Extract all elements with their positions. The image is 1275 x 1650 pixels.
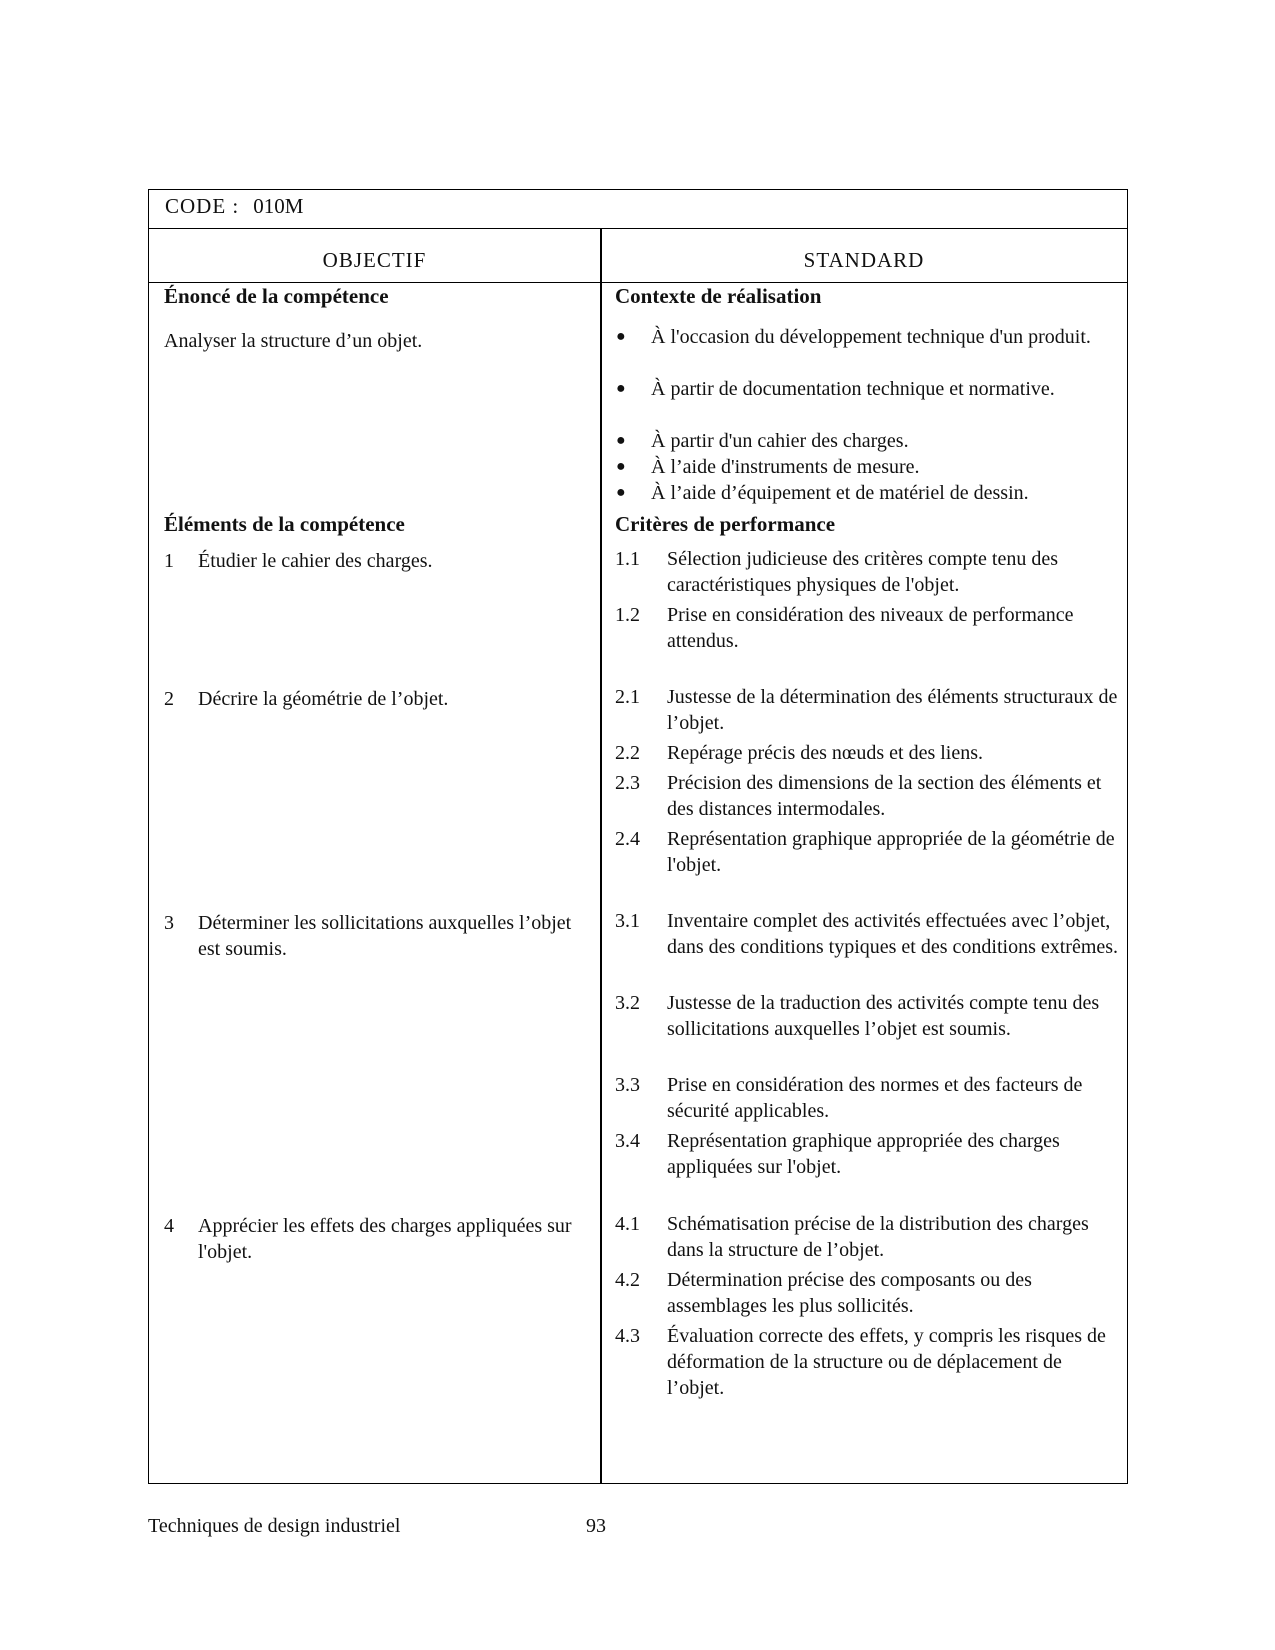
critere-text: Inventaire complet des activités effectuées avec l’objet, dans des conditions typiques et des conditions extrêmes. [667, 910, 1119, 958]
critere-number: 2.1 [615, 686, 640, 708]
elements-title: Éléments de la compétence [164, 512, 405, 536]
critere-text: Précision des dimensions de la section des éléments et des distances intermodales. [667, 772, 1102, 820]
bullet-icon: ● [616, 328, 626, 345]
contexte-title: Contexte de réalisation [615, 284, 822, 308]
header-standard: STANDARD [803, 248, 925, 272]
footer-title: Techniques de design industriel [148, 1515, 401, 1537]
critere-number: 3.2 [615, 992, 640, 1014]
critere-number: 4.3 [615, 1325, 640, 1347]
critere-number: 2.3 [615, 772, 640, 794]
code-field [165, 194, 303, 219]
critere-text: Représentation graphique appropriée de la géométrie de l'objet. [667, 828, 1115, 876]
bullet-icon: ● [616, 432, 626, 449]
header-row [149, 228, 1127, 283]
code-label: CODE : [165, 194, 240, 218]
criteres-title: Critères de performance [615, 512, 836, 536]
element-text: Étudier le cahier des charges. [198, 550, 433, 572]
critere-number: 1.1 [615, 548, 640, 570]
critere-number: 2.4 [615, 828, 640, 850]
element-text: Apprécier les effets des charges appliquées sur l'objet. [198, 1215, 572, 1263]
critere-text: Détermination précise des composants ou des assemblages les plus sollicités. [667, 1269, 1032, 1317]
bullet-icon: ● [616, 458, 626, 475]
element-number: 4 [164, 1215, 174, 1237]
competency-table [148, 189, 1128, 1484]
objectif-column [149, 282, 600, 1483]
critere-text: Prise en considération des normes et des facteurs de sécurité applicables. [667, 1074, 1083, 1122]
critere-number: 4.2 [615, 1269, 640, 1291]
critere-text: Justesse de la traduction des activités compte tenu des sollicitations auxquelles l’objet est soumis. [667, 992, 1100, 1040]
enonce-text: Analyser la structure d’un objet. [164, 330, 423, 352]
critere-text: Justesse de la détermination des éléments structuraux de l’objet. [667, 686, 1118, 734]
critere-number: 3.3 [615, 1074, 640, 1096]
critere-number: 3.1 [615, 910, 640, 932]
bullet-icon: ● [616, 484, 626, 501]
element-number: 3 [164, 912, 174, 934]
critere-number: 1.2 [615, 604, 640, 626]
critere-text: Représentation graphique appropriée des charges appliquées sur l'objet. [667, 1130, 1060, 1178]
header-objectif: OBJECTIF [322, 248, 427, 272]
critere-text: Prise en considération des niveaux de performance attendus. [667, 604, 1074, 652]
element-text: Décrire la géométrie de l’objet. [198, 688, 449, 710]
code-value: 010M [253, 194, 304, 218]
critere-number: 4.1 [615, 1213, 640, 1235]
element-number: 1 [164, 550, 174, 572]
critere-text: Schématisation précise de la distribution des charges dans la structure de l’objet. [667, 1213, 1089, 1261]
critere-text: Sélection judicieuse des critères compte tenu des caractéristiques physiques de l'objet. [667, 548, 1058, 596]
element-number: 2 [164, 688, 174, 710]
critere-number: 2.2 [615, 742, 640, 764]
enonce-title: Énoncé de la compétence [164, 284, 389, 308]
code-row [149, 190, 1127, 229]
critere-text: Repérage précis des nœuds et des liens. [667, 742, 984, 764]
bullet-icon: ● [616, 380, 626, 397]
critere-text: Évaluation correcte des effets, y compris les risques de déformation de la structure ou de déplacement de l’objet. [667, 1325, 1106, 1399]
critere-number: 3.4 [615, 1130, 640, 1152]
element-text: Déterminer les sollicitations auxquelles l’objet est soumis. [198, 912, 572, 960]
page-number: 93 [586, 1515, 606, 1537]
standard-column: Contexte de réalisation ● À l'occasion du développement technique d'un produit. ● À partir de documentation technique et normative. ● À partir d'un cahier des charges. ● À l’aide d'instruments de mesure. ● À l’aide d’équipement et de matériel de dessin. Critères de performance 1.1 Sélection judicieuse des critères compte tenu des caractéristiques physiques de l'objet. 1.2 Prise en considération des niveaux de performance attendus. 2.1 Justesse de la détermination des éléments structuraux de l’objet. 2.2 Repérage précis des nœuds et des liens. 2.3 Précision des dimensions de la section des éléments et des distances intermodales. 2.4 Représentation graphique appropriée de la géométrie de l'objet. 3.1 Inventaire complet des activités effectuées avec l’objet, dans des conditions typiques et des conditions extrêmes. 3.2 Justesse de la traduction des activités compte tenu des sollicitations auxquelles l’objet est soumis. 3.3 Prise en considération des normes et des facteurs de sécurité applicables. 3.4 Représentation graphique appropriée des charges appliquées sur l'objet. 4.1 Schématisation précise de la distribution des charges dans la structure de l’objet. 4.2 Détermination précise des composants ou des assemblages les plus sollicités. 4.3 Évaluation correcte des effets, y compris les risques de déformation de la structure ou de déplacement de l’objet. [602, 282, 1127, 1483]
